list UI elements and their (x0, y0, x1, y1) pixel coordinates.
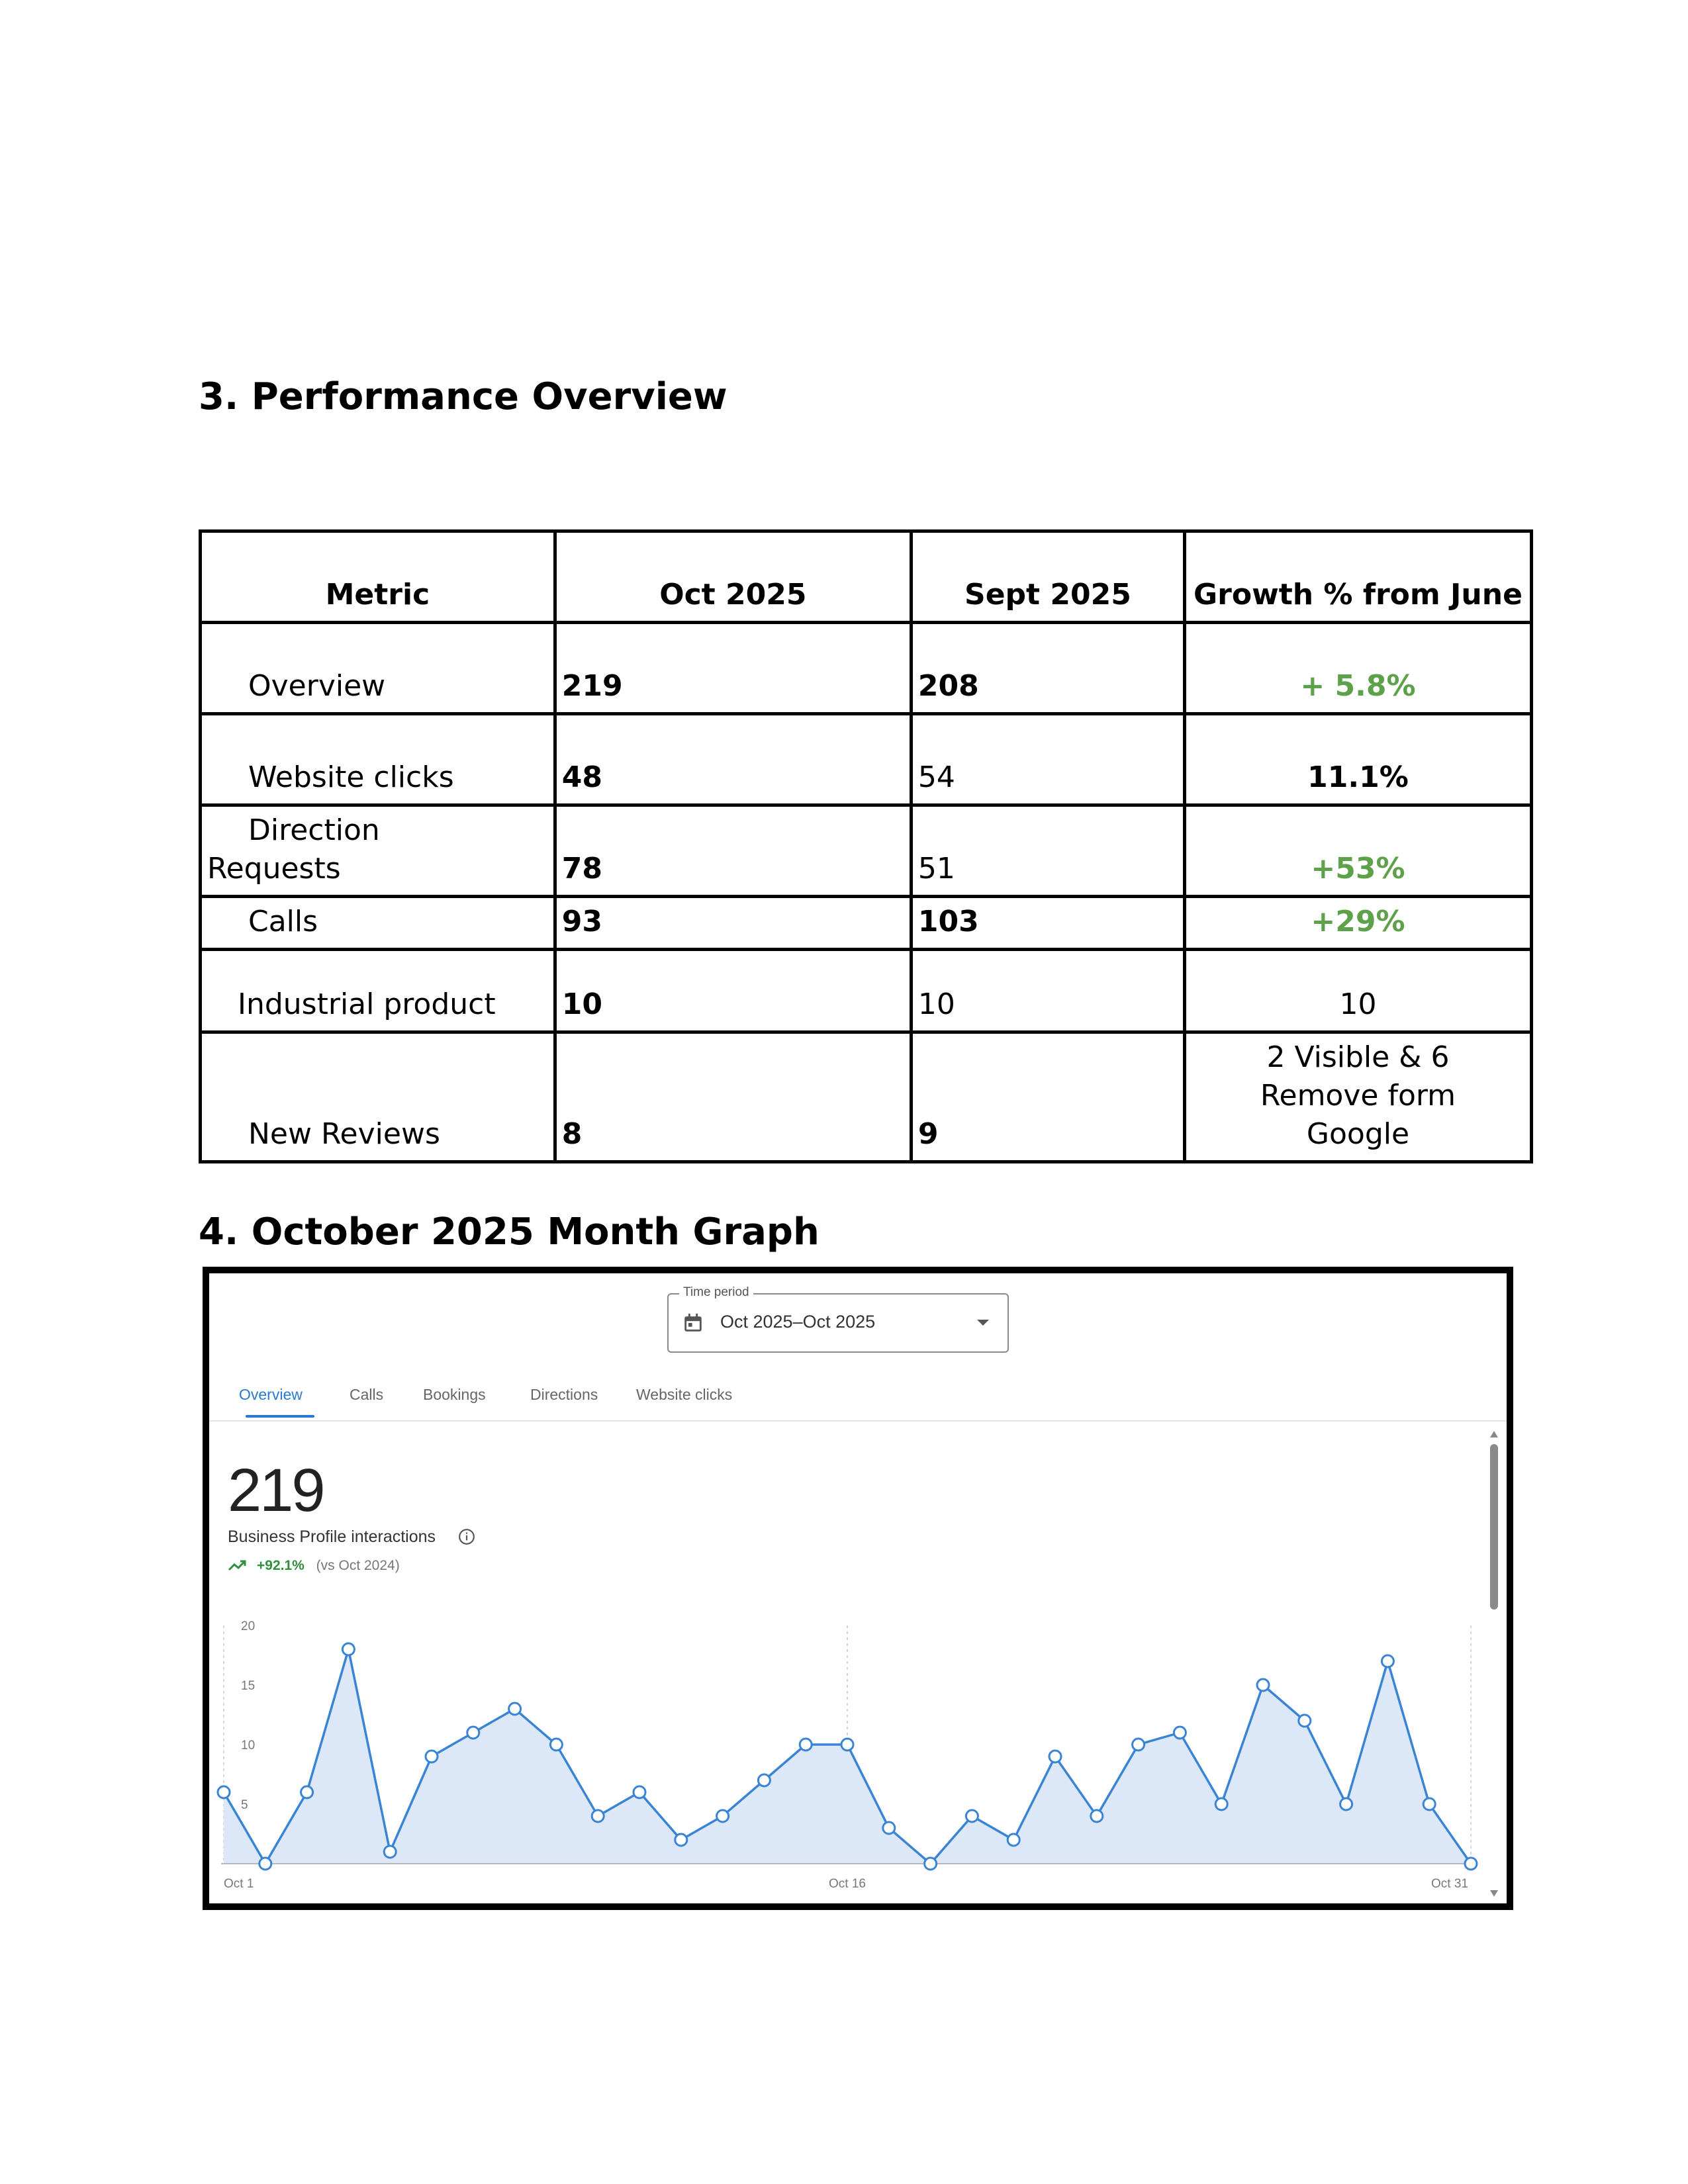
metric-cell: Industrial product (201, 950, 555, 1032)
tab-directions[interactable]: Directions (530, 1386, 598, 1403)
data-point (1299, 1715, 1311, 1727)
tab-website-clicks[interactable]: Website clicks (636, 1386, 733, 1403)
data-point (550, 1739, 562, 1751)
section-heading-graph: 4. October 2025 Month Graph (199, 1210, 820, 1253)
metric-cell: Calls (201, 897, 555, 950)
x-tick-label: Oct 31 (1431, 1877, 1468, 1891)
data-point (883, 1822, 895, 1834)
growth-cell (1184, 1032, 1531, 1162)
table-row (201, 950, 1532, 1032)
total-interactions: 219 (228, 1457, 324, 1524)
data-point (301, 1786, 313, 1798)
data-point (384, 1846, 396, 1858)
data-point (1465, 1858, 1477, 1870)
sept-cell: 51 (911, 805, 1184, 897)
tab-overview[interactable]: Overview (239, 1386, 303, 1403)
y-tick-label: 5 (241, 1798, 248, 1812)
scrollbar[interactable] (1488, 1426, 1500, 1897)
growth-line-1: 2 Visible & 6 (1266, 1040, 1450, 1074)
interactions-chart (209, 1273, 1507, 1903)
scroll-down-arrow-icon[interactable] (1490, 1890, 1498, 1897)
metric-line-1: Direction (248, 813, 380, 847)
time-period-select[interactable] (667, 1285, 1009, 1353)
metric-cell: New Reviews (201, 1032, 555, 1162)
trend-percent: +92.1% (257, 1558, 305, 1573)
data-point (1174, 1727, 1186, 1739)
data-point (966, 1810, 978, 1822)
table-row (201, 805, 1532, 897)
section-heading-performance: 3. Performance Overview (199, 375, 727, 418)
data-point (1423, 1798, 1435, 1810)
table-header-row (201, 531, 1532, 623)
data-point (1215, 1798, 1227, 1810)
growth-cell: 11.1% (1184, 714, 1531, 805)
y-tick-label: 20 (241, 1619, 256, 1633)
metric-cell (201, 805, 555, 897)
growth-line-2: Remove form (1260, 1079, 1456, 1113)
oct-cell: 219 (555, 623, 911, 714)
oct-cell: 93 (555, 897, 911, 950)
sept-cell: 9 (911, 1032, 1184, 1162)
data-point (259, 1858, 271, 1870)
data-point (592, 1810, 604, 1822)
data-point (717, 1810, 729, 1822)
table-row (201, 623, 1532, 714)
y-tick-label: 15 (241, 1679, 256, 1693)
data-point (1340, 1798, 1352, 1810)
growth-line-3: Google (1306, 1117, 1410, 1151)
active-tab-indicator (246, 1415, 314, 1418)
table-row (201, 714, 1532, 805)
data-point (925, 1858, 937, 1870)
tab-calls[interactable]: Calls (350, 1386, 384, 1403)
trending-up-icon (228, 1558, 248, 1572)
data-point (509, 1703, 521, 1715)
data-point (1049, 1751, 1061, 1762)
data-point (800, 1739, 812, 1751)
data-point (426, 1751, 438, 1762)
header-oct: Oct 2025 (555, 531, 911, 623)
data-point (218, 1786, 230, 1798)
data-point (1382, 1655, 1393, 1667)
trend-text (257, 1558, 400, 1574)
time-period-value: Oct 2025–Oct 2025 (720, 1312, 876, 1332)
data-point (1257, 1679, 1269, 1691)
header-sept: Sept 2025 (911, 531, 1184, 623)
tabs-divider (209, 1420, 1507, 1422)
y-tick-label: 10 (241, 1739, 256, 1752)
scrollbar-thumb[interactable] (1490, 1444, 1498, 1610)
sept-cell: 208 (911, 623, 1184, 714)
sept-cell: 103 (911, 897, 1184, 950)
x-tick-label: Oct 16 (829, 1877, 866, 1891)
data-point (1091, 1810, 1103, 1822)
growth-cell: +29% (1184, 897, 1531, 950)
sept-cell: 54 (911, 714, 1184, 805)
header-metric: Metric (201, 531, 555, 623)
data-point (841, 1739, 853, 1751)
trend-comparison: (vs Oct 2024) (316, 1558, 400, 1573)
data-point (675, 1834, 687, 1846)
data-point (1133, 1739, 1145, 1751)
data-point (1008, 1834, 1019, 1846)
info-icon[interactable] (458, 1528, 475, 1545)
sept-cell: 10 (911, 950, 1184, 1032)
table-row (201, 897, 1532, 950)
x-tick-label: Oct 1 (224, 1877, 254, 1891)
data-point (342, 1643, 354, 1655)
tab-bookings[interactable]: Bookings (423, 1386, 486, 1403)
metric-subtitle: Business Profile interactions (228, 1527, 436, 1546)
metric-cell: Website clicks (201, 714, 555, 805)
chevron-down-icon (977, 1320, 989, 1326)
insights-screenshot (203, 1267, 1513, 1910)
table-row (201, 1032, 1532, 1162)
growth-cell: +53% (1184, 805, 1531, 897)
metric-line-2: Requests (207, 852, 341, 886)
metric-cell: Overview (201, 623, 555, 714)
calendar-icon (682, 1312, 704, 1334)
data-point (467, 1727, 479, 1739)
time-period-label: Time period (679, 1285, 753, 1300)
oct-cell: 78 (555, 805, 911, 897)
header-growth: Growth % from June (1184, 531, 1531, 623)
data-point (633, 1786, 645, 1798)
scroll-up-arrow-icon[interactable] (1490, 1431, 1498, 1437)
oct-cell: 8 (555, 1032, 911, 1162)
growth-cell: 10 (1184, 950, 1531, 1032)
performance-table (199, 529, 1533, 1163)
oct-cell: 48 (555, 714, 911, 805)
oct-cell: 10 (555, 950, 911, 1032)
growth-cell: + 5.8% (1184, 623, 1531, 714)
data-point (758, 1774, 770, 1786)
